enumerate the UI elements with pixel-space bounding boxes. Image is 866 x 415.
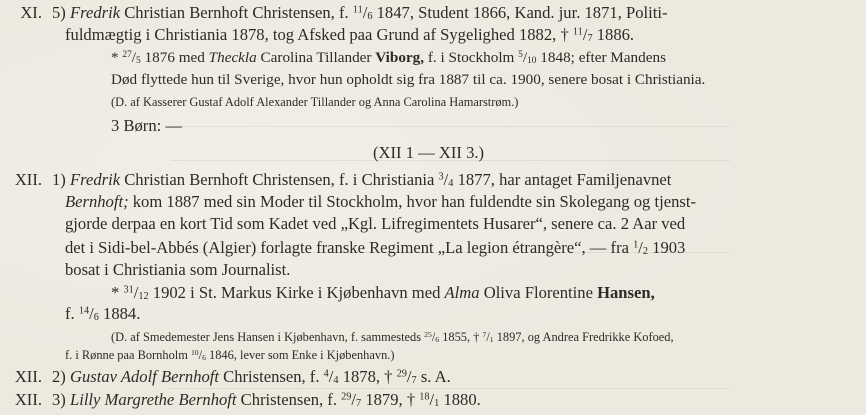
entry-xii3: XII. 3) Lilly Margrethe Bernhoft Christensen, f. $^{29}/_7$ 1879, † $^{18}/_1$ 1880. [14,390,481,410]
entry-xii2: XII. 2) Gustav Adolf Bernhoft Christensen, f. $^4/_4$ 1878, † $^{29}/_7$ s. A. [14,367,451,387]
entry-xii1-marriage-2: f. $^{14}/_6$ 1884. [65,304,141,324]
bleed-through-line [170,388,730,389]
entry-xii1-parents-1: (D. af Smedemester Jens Hansen i Kjøbenhavn, f. sammesteds $^{25}/_6$ 1855, † $^7/_1$ 1897, og Andrea Fredrikke Kofoed, [111,329,674,344]
entry-xi5-parents: (D. af Kasserer Gustaf Adolf Alexander Tillander og Anna Carolina Hamarstrøm.) [111,95,519,109]
entry-xii1-line5: bosat i Christiania som Journalist. [65,260,291,279]
entry-xi5-line4: Død flyttede hun til Sverige, hvor hun opholdt sig fra 1887 til ca. 1900, senere bosat i Christiania. [111,71,706,88]
entry-xi5-line2: fuldmægtig i Christiania 1878, tog Afsked paa Grund af Sygelighed 1882, † $^{11}/_7$ 1886. [65,25,635,45]
entry-xii1-marriage: * $^{31}/_{12}$ 1902 i St. Markus Kirke i Kjøbenhavn med Alma Oliva Florentine Hansen, [111,283,655,303]
entry-xi5-children: 3 Børn: — [111,116,182,135]
entry-xi5-line1: XI. 5) Fredrik Christian Bernhoft Christensen, f. $^{11}/_6$ 1847, Student 1866, Kand. jur. 1871, Politi- [20,3,668,23]
entry-xii1-parents-2: f. i Rønne paa Bornholm $^{10}/_6$ 1846, lever som Enke i Kjøbenhavn.) [65,347,395,362]
bleed-through-line [170,126,730,127]
entry-xii1-line2: Bernhoft; kom 1887 med sin Moder til Stockholm, hvor han fuldendte sin Skolegang og tjenst- [65,192,696,211]
entry-xii1-line3: gjorde derpaa en kort Tid som Kadet ved „Kgl. Lifregimentets Husarer“, senere ca. 2 Aar ved [65,214,686,233]
range-heading: (XII 1 — XII 3.) [373,143,485,162]
entry-xii1-line4: det i Sidi-bel-Abbés (Algier) forlagte franske Regiment „La legion étrangère“, — fra $^1/_2$ 1903 [65,238,686,258]
entry-xii1-line1: XII. 1) Fredrik Christian Bernhoft Christensen, f. i Christiania $^3/_4$ 1877, har antaget Familjenavnet [14,170,672,190]
entry-xi5-marriage: * $^{27}/_5$ 1876 med Theckla Carolina Tillander Viborg, f. i Stockholm $^5/_{10}$ 1848; efter Mandens [111,49,666,66]
